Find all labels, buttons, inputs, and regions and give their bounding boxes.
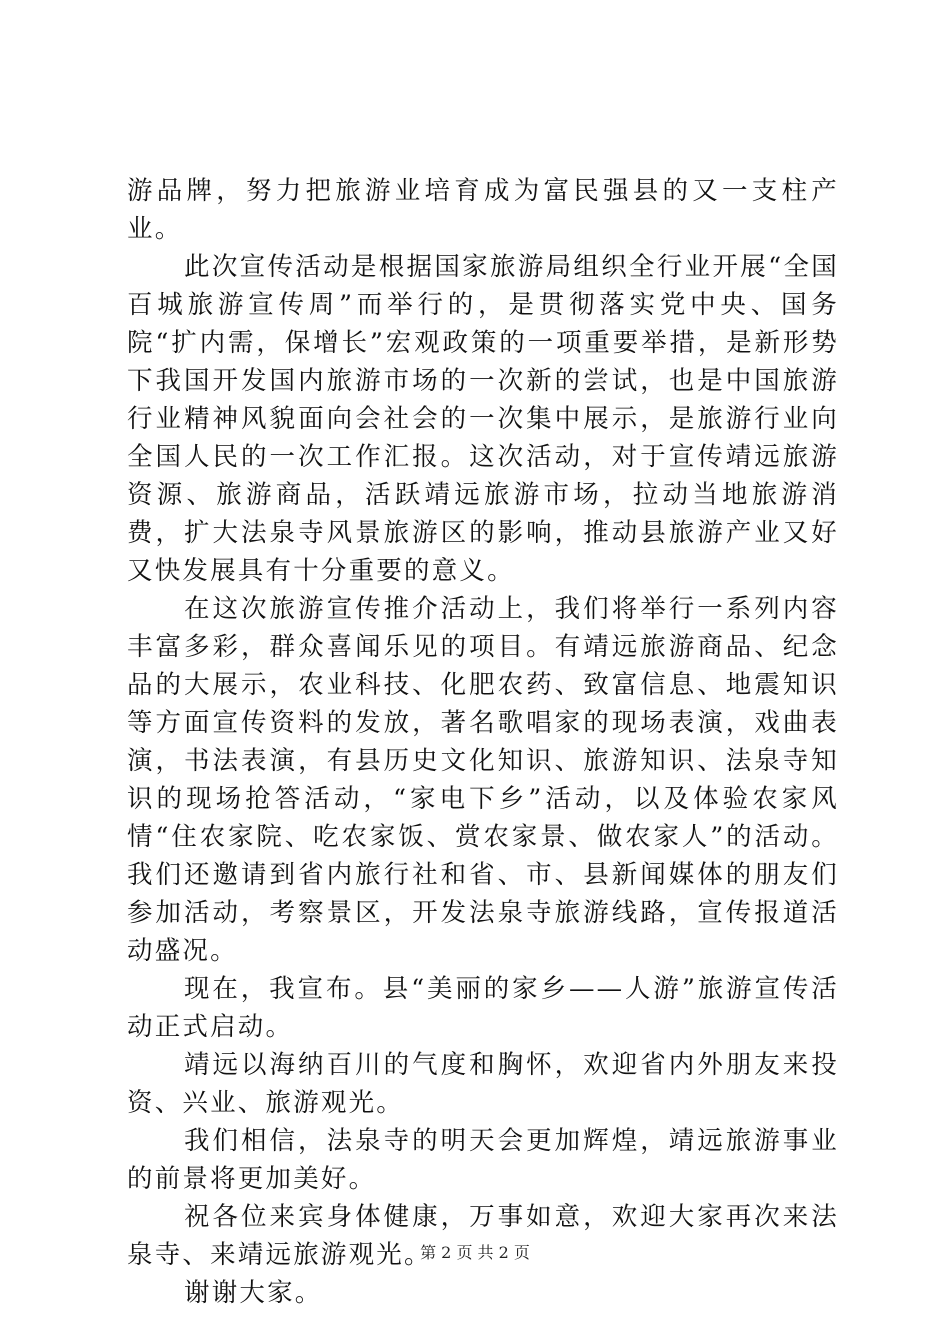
paragraph-continued: 游品牌，努力把旅游业培育成为富民强县的又一支柱产业。 bbox=[127, 176, 839, 244]
paragraph: 祝各位来宾身体健康，万事如意，欢迎大家再次来法泉寺、来靖远旅游观光。 bbox=[127, 1202, 839, 1270]
paragraph: 在这次旅游宣传推介活动上，我们将举行一系列内容丰富多彩，群众喜闻乐见的项目。有靖远旅游商品、纪念品的大展示，农业科技、化肥农药、致富信息、地震知识等方面宣传资料的发放，著名歌唱家的现场表演，戏曲表演，书法表演，有县历史文化知识、旅游知识、法泉寺知识的现场抢答活动，“家电下乡”活动，以及体验农家风情“住农家院、吃农家饭、赏农家景、做农家人”的活动。我们还邀请到省内旅行社和省、市、县新闻媒体的朋友们参加活动，考察景区，开发法泉寺旅游线路，宣传报道活动盛况。 bbox=[127, 594, 839, 966]
paragraph: 此次宣传活动是根据国家旅游局组织全行业开展“全国百城旅游宣传周”而举行的，是贯彻落实党中央、国务院“扩内需，保增长”宏观政策的一项重要举措，是新形势下我国开发国内旅游市场的一次新的尝试，也是中国旅游行业精神风貌面向会社会的一次集中展示，是旅游行业向全国人民的一次工作汇报。这次活动，对于宣传靖远旅游资源、旅游商品，活跃靖远旅游市场，拉动当地旅游消费，扩大法泉寺风景旅游区的影响，推动县旅游产业又好又快发展具有十分重要的意义。 bbox=[127, 252, 839, 586]
page-number: 第 2 页 共 2 页 bbox=[420, 1243, 530, 1262]
document-body bbox=[127, 172, 839, 1312]
page-footer bbox=[0, 1243, 950, 1263]
paragraph: 谢谢大家。 bbox=[184, 1278, 323, 1308]
paragraph: 我们相信，法泉寺的明天会更加辉煌，靖远旅游事业的前景将更加美好。 bbox=[127, 1126, 839, 1194]
paragraph: 靖远以海纳百川的气度和胸怀，欢迎省内外朋友来投资、兴业、旅游观光。 bbox=[127, 1050, 839, 1118]
paragraph: 现在，我宣布。县“美丽的家乡——人游”旅游宣传活动正式启动。 bbox=[127, 974, 839, 1042]
